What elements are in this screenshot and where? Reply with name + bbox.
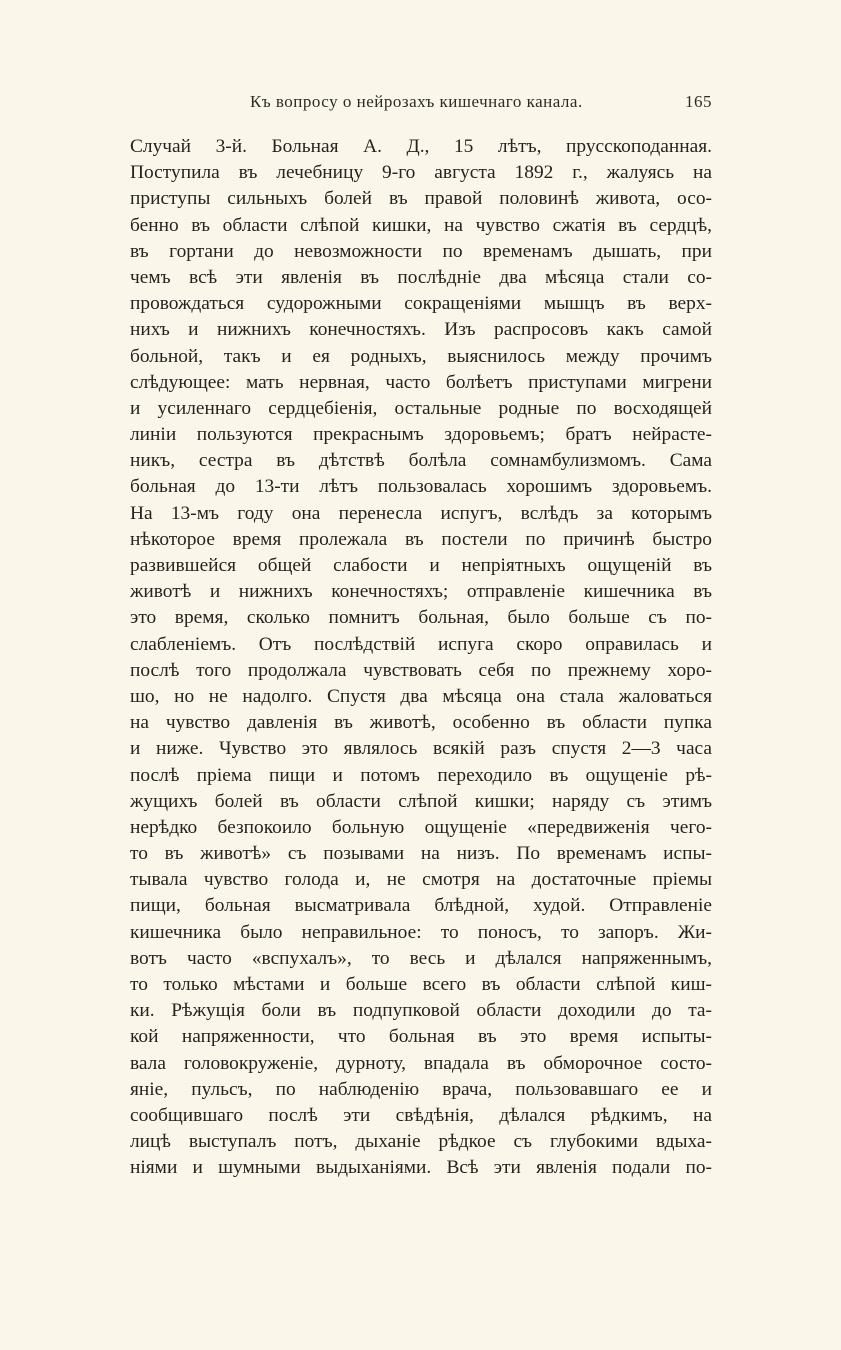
text-line: послѣ того продолжала чувствовать себя по прежнему хоро- <box>130 659 712 681</box>
text-line: на чувство давленія въ животѣ, особенно въ области пупка <box>130 712 712 734</box>
text-line: приступы сильныхъ болей въ правой половинѣ живота, осо- <box>130 188 712 210</box>
running-head-title: Къ вопросу о нейрозахъ кишечнаго канала. <box>250 92 583 111</box>
text-line: то только мѣстами и больше всего въ области слѣпой киш- <box>130 974 712 995</box>
text-line: слѣдующее: мать нервная, часто болѣетъ приступами мигрени <box>130 371 712 393</box>
text-line: чемъ всѣ эти явленія въ послѣдніе два мѣсяца стали со- <box>130 266 712 288</box>
running-head <box>130 92 712 118</box>
text-line: вотъ часто «вспухалъ», то весь и дѣлался напряженнымъ, <box>130 947 712 969</box>
text-line: линіи пользуются прекраснымъ здоровьемъ; братъ нейрасте- <box>130 424 712 446</box>
text-line: На 13-мъ году она перенесла испугъ, вслѣдъ за которымъ <box>130 502 712 524</box>
text-line: Случай 3-й. Больная А. Д., 15 лѣтъ, прусскоподанная. <box>130 136 712 157</box>
text-line: это время, сколько помнитъ больная, было больше съ по- <box>130 607 712 629</box>
text-line: никъ, сестра въ дѣтствѣ болѣла сомнамбулизмомъ. Сама <box>130 450 712 472</box>
body-text <box>130 134 712 1182</box>
text-line: въ гортани до невозможности по временамъ дышать, при <box>130 240 712 262</box>
text-line: пищи, больная высматривала блѣдной, худой. Отправленіе <box>130 895 712 917</box>
text-line: нерѣдко безпокоило больную ощущеніе «передвиженія чего- <box>130 816 712 838</box>
text-line: ніями и шумными выдыханіями. Всѣ эти явленія подали по- <box>130 1157 712 1179</box>
text-line: слабленіемъ. Отъ послѣдствій испуга скоро оправилась и <box>130 633 712 655</box>
text-line: тывала чувство голода и, не смотря на достаточные пріемы <box>130 869 712 891</box>
text-line: яніе, пульсъ, по наблюденію врача, пользовавшаго ее и <box>130 1078 712 1100</box>
text-line: жущихъ болей въ области слѣпой кишки; наряду съ этимъ <box>130 790 712 812</box>
text-line: и усиленнаго сердцебіенія, остальные родные по восходящей <box>130 397 712 419</box>
text-line: и ниже. Чувство это являлось всякій разъ спустя 2—3 часа <box>130 738 712 760</box>
text-line: вала головокруженіе, дурноту, впадала въ обморочное состо- <box>130 1052 712 1074</box>
text-line: ки. Рѣжущія боли въ подпупковой области доходили до та- <box>130 1000 712 1022</box>
text-line: сообщившаго послѣ эти свѣдѣнія, дѣлался рѣдкимъ, на <box>130 1104 712 1126</box>
text-line: больной, такъ и ея родныхъ, выяснилось между прочимъ <box>130 345 712 367</box>
text-line: нихъ и нижнихъ конечностяхъ. Изъ распросовъ какъ самой <box>130 319 712 341</box>
text-line: развившейся общей слабости и непріятныхъ ощущеній въ <box>130 555 712 576</box>
text-line: послѣ пріема пищи и потомъ переходило въ ощущеніе рѣ- <box>130 764 712 786</box>
text-line: провождаться судорожными сокращеніями мышцъ въ верх- <box>130 293 712 315</box>
text-line: кишечника было неправильное: то поносъ, то запоръ. Жи- <box>130 921 712 943</box>
text-line: бенно въ области слѣпой кишки, на чувство сжатія въ сердцѣ, <box>130 214 712 236</box>
text-line: кой напряженности, что больная въ это время испыты- <box>130 1026 712 1048</box>
page-number: 165 <box>685 92 712 111</box>
text-line: лицѣ выступалъ потъ, дыханіе рѣдкое съ глубокими вдыха- <box>130 1131 712 1153</box>
text-line: нѣкоторое время пролежала въ постели по причинѣ быстро <box>130 528 712 550</box>
text-line: шо, но не надолго. Спустя два мѣсяца она стала жаловаться <box>130 685 712 707</box>
text-line: животѣ и нижнихъ конечностяхъ; отправленіе кишечника въ <box>130 581 712 603</box>
text-line: больная до 13-ти лѣтъ пользовалась хорошимъ здоровьемъ. <box>130 476 712 498</box>
text-line: Поступила въ лечебницу 9-го августа 1892 г., жалуясь на <box>130 162 712 184</box>
text-line: то въ животѣ» съ позывами на низъ. По временамъ испы- <box>130 843 712 865</box>
